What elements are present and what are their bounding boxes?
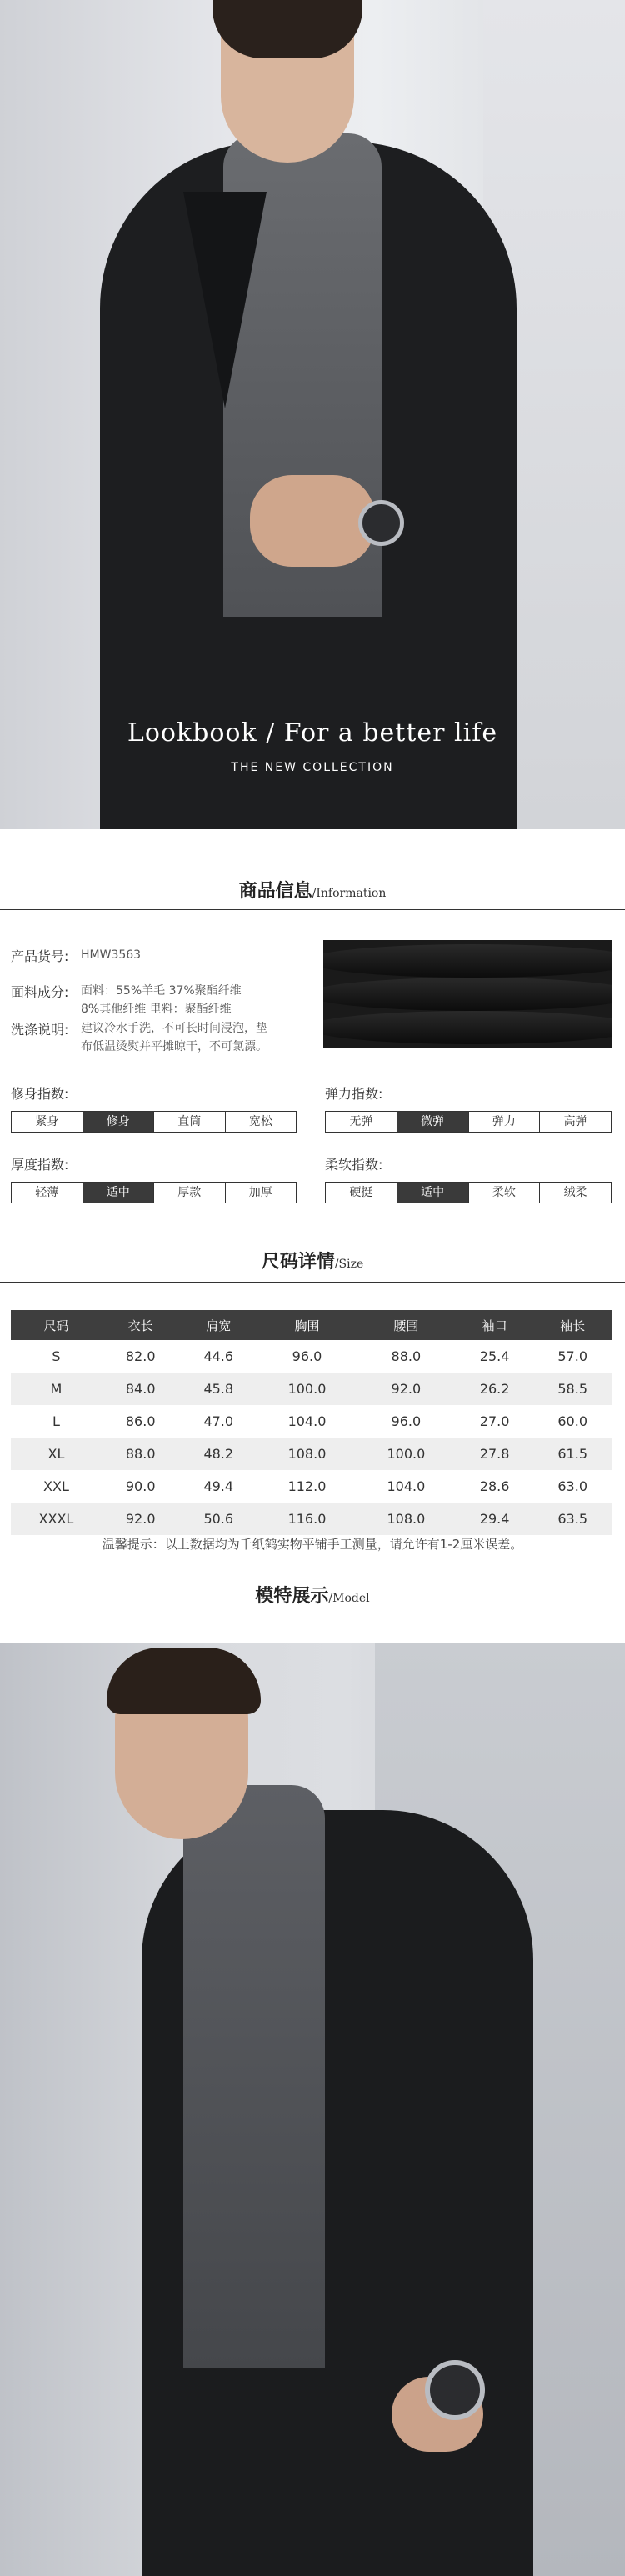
info-title-zh: 商品信息 — [238, 881, 312, 902]
softness-index-scale — [325, 1182, 612, 1203]
size-cell: 112.0 — [288, 1478, 327, 1494]
size-cell: L — [52, 1413, 60, 1429]
model-hair — [107, 1648, 261, 1714]
thickness-option-selected: 适中 — [83, 1183, 155, 1203]
fit-option: 紧身 — [12, 1112, 83, 1132]
thickness-option: 厚款 — [154, 1183, 226, 1203]
size-cell: 88.0 — [102, 1438, 180, 1470]
size-header-cell: 尺码 — [11, 1310, 102, 1340]
hero-watch — [358, 500, 404, 546]
thickness-index-scale — [11, 1182, 297, 1203]
size-header-cell: 袖口 — [456, 1310, 534, 1340]
thickness-index-title: 厚度指数: — [11, 1157, 69, 1173]
elasticity-option: 高弹 — [563, 1115, 588, 1128]
size-cell: 25.4 — [479, 1348, 510, 1364]
elasticity-option: 弹力 — [469, 1112, 541, 1132]
elasticity-option: 无弹 — [326, 1112, 398, 1132]
hero-image — [0, 0, 625, 829]
fabric-fold — [323, 1011, 612, 1044]
thickness-option: 轻薄 — [12, 1183, 83, 1203]
product-code-value: HMW3563 — [81, 948, 142, 962]
hero-model-hair — [212, 0, 362, 58]
size-cell: XXXL — [11, 1503, 102, 1535]
size-cell: 104.0 — [288, 1413, 327, 1429]
info-section-header — [0, 877, 625, 903]
size-table-row — [11, 1373, 612, 1405]
elasticity-option-selected: 微弹 — [398, 1112, 469, 1132]
fabric-value-line-1: 面料：55%羊毛 37%聚酯纤维 — [81, 984, 242, 998]
size-cell: 27.8 — [456, 1438, 534, 1470]
model-title-en: /Model — [328, 1592, 370, 1605]
size-header-cell: 袖长 — [533, 1310, 612, 1340]
size-table-row — [11, 1340, 612, 1373]
fabric-fold — [323, 978, 612, 1011]
size-table-row — [11, 1470, 612, 1503]
size-cell: 60.0 — [558, 1413, 588, 1429]
size-table-row — [11, 1503, 612, 1535]
softness-option: 柔软 — [469, 1183, 541, 1203]
size-cell: 63.5 — [533, 1503, 612, 1535]
size-cell: 100.0 — [357, 1438, 456, 1470]
model-watch — [425, 2360, 485, 2420]
hero-subtitle: THE NEW COLLECTION — [231, 761, 394, 774]
size-cell: 104.0 — [387, 1478, 426, 1494]
info-title-en: /Information — [312, 887, 387, 900]
size-table-row — [11, 1438, 612, 1470]
model-title-zh: 模特展示 — [255, 1586, 329, 1607]
size-cell: 84.0 — [102, 1373, 180, 1405]
washing-value-line-1: 建议冷水手洗，不可长时间浸泡，垫 — [81, 1022, 268, 1035]
size-cell: 27.0 — [479, 1413, 510, 1429]
size-note: 温馨提示：以上数据均为千纸鹤实物平铺手工测量，请允许有1-2厘米误差。 — [102, 1537, 523, 1552]
size-cell: XL — [11, 1438, 102, 1470]
size-cell: 29.4 — [456, 1503, 534, 1535]
washing-label: 洗涤说明: — [11, 1022, 69, 1038]
fit-index-scale — [11, 1111, 297, 1133]
size-cell: 57.0 — [558, 1348, 588, 1364]
fit-index-title: 修身指数: — [11, 1086, 69, 1102]
size-cell: 49.4 — [203, 1478, 234, 1494]
fabric-value-line-2: 8%其他纤维 里料：聚酯纤维 — [81, 1003, 232, 1016]
size-cell: 45.8 — [179, 1373, 258, 1405]
elasticity-index-scale — [325, 1111, 612, 1133]
fit-option-selected: 修身 — [83, 1112, 155, 1132]
size-cell: 116.0 — [258, 1503, 357, 1535]
size-header-cell: 衣长 — [102, 1310, 180, 1340]
model-photo — [0, 1643, 625, 2576]
softness-option: 硬挺 — [326, 1183, 398, 1203]
fabric-label: 面料成分: — [11, 984, 69, 1000]
softness-option: 绒柔 — [563, 1186, 588, 1199]
size-cell: 92.0 — [102, 1503, 180, 1535]
fabric-fold — [323, 944, 612, 978]
size-cell: 86.0 — [125, 1413, 156, 1429]
size-cell: 26.2 — [456, 1373, 534, 1405]
size-cell: 58.5 — [533, 1373, 612, 1405]
size-cell: 90.0 — [125, 1478, 156, 1494]
size-cell: M — [11, 1373, 102, 1405]
size-header-cell: 腰围 — [357, 1310, 456, 1340]
fabric-swatch-image — [323, 940, 612, 1048]
size-cell: 47.0 — [203, 1413, 234, 1429]
size-cell: 92.0 — [357, 1373, 456, 1405]
size-cell: S — [52, 1348, 61, 1364]
size-header-cell: 肩宽 — [179, 1310, 258, 1340]
size-cell: 108.0 — [258, 1438, 357, 1470]
thickness-option: 加厚 — [248, 1186, 272, 1199]
size-divider — [0, 1282, 625, 1283]
size-cell: 44.6 — [203, 1348, 234, 1364]
hero-title: Lookbook / For a better life — [127, 718, 498, 748]
fit-option: 直筒 — [154, 1112, 226, 1132]
size-table-header-row — [11, 1310, 612, 1340]
elasticity-index-title: 弹力指数: — [325, 1086, 383, 1102]
size-title-zh: 尺码详情 — [261, 1252, 335, 1273]
size-cell: 100.0 — [258, 1373, 357, 1405]
size-cell: 63.0 — [558, 1478, 588, 1494]
size-cell: 61.5 — [533, 1438, 612, 1470]
size-section-header — [0, 1248, 625, 1273]
model-section-header — [0, 1582, 625, 1608]
fit-option: 宽松 — [248, 1115, 272, 1128]
size-cell: 88.0 — [391, 1348, 422, 1364]
softness-option-selected: 适中 — [398, 1183, 469, 1203]
model-sweater — [183, 1785, 325, 2368]
size-cell: 28.6 — [479, 1478, 510, 1494]
size-cell: 82.0 — [125, 1348, 156, 1364]
softness-index-title: 柔软指数: — [325, 1157, 383, 1173]
size-cell: 48.2 — [179, 1438, 258, 1470]
size-title-en: /Size — [334, 1258, 364, 1271]
size-cell: 108.0 — [357, 1503, 456, 1535]
size-header-cell: 胸围 — [258, 1310, 357, 1340]
size-table — [11, 1310, 612, 1535]
size-table-row — [11, 1405, 612, 1438]
product-code-label: 产品货号: — [11, 948, 69, 964]
size-cell: 96.0 — [292, 1348, 322, 1364]
size-cell: XXL — [43, 1478, 69, 1494]
size-cell: 50.6 — [179, 1503, 258, 1535]
size-cell: 96.0 — [391, 1413, 422, 1429]
info-divider — [0, 909, 625, 910]
hero-hands — [250, 475, 375, 567]
washing-value-line-2: 布低温烫熨并平摊晾干，不可氯漂。 — [81, 1040, 268, 1053]
hero-lapel — [183, 192, 267, 408]
